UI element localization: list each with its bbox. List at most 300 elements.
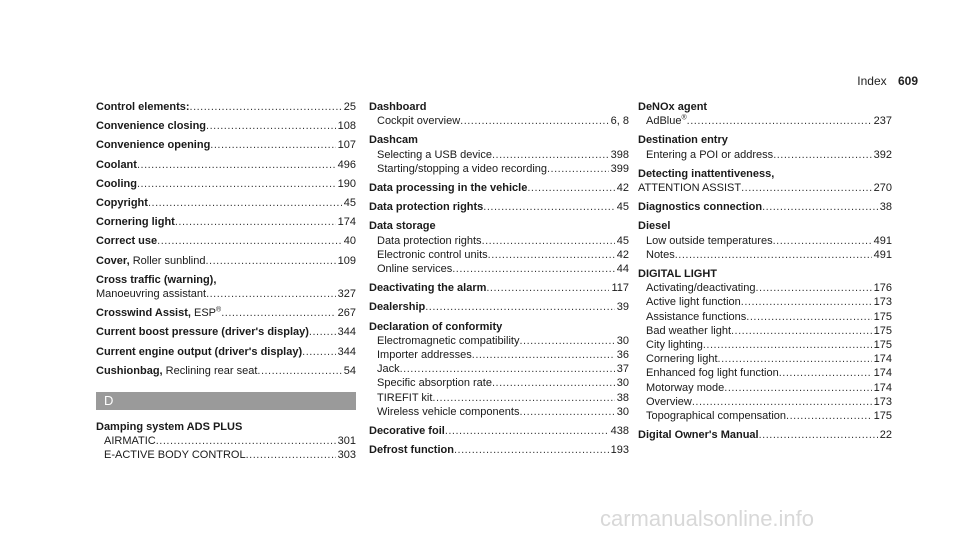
- index-entry-row[interactable]: [96, 364, 356, 378]
- index-label: Index: [857, 74, 887, 88]
- index-entry-row[interactable]: [96, 325, 356, 339]
- index-entry-row[interactable]: [96, 215, 356, 229]
- index-subentry[interactable]: [369, 162, 629, 176]
- entry-heading: Dashboard: [369, 101, 427, 113]
- index-subentry[interactable]: [638, 395, 892, 409]
- page-ref[interactable]: 45: [616, 234, 629, 247]
- entry-heading: Declaration of conformity: [369, 320, 503, 333]
- leader-dots: [137, 158, 336, 172]
- index-entry-row[interactable]: [369, 200, 629, 214]
- page-ref[interactable]: 25: [343, 101, 356, 113]
- index-entry: [638, 133, 892, 161]
- page-ref[interactable]: 45: [343, 197, 356, 210]
- index-subentry[interactable]: [369, 234, 629, 248]
- entry-title: [369, 443, 454, 457]
- subentry-text: Assistance functions: [646, 310, 747, 323]
- page-ref[interactable]: 399: [610, 162, 629, 175]
- entry-title-text: Diagnostics connection: [638, 201, 763, 214]
- leader-dots: [759, 428, 878, 442]
- leader-dots: [425, 300, 615, 314]
- index-entry-row[interactable]: [369, 281, 629, 295]
- leader-dots: [762, 200, 878, 214]
- entry-title-text: Current boost pressure (driver's display): [96, 326, 309, 339]
- subentry-text: Cockpit overview: [377, 115, 461, 128]
- entry-title: [96, 306, 221, 320]
- leader-dots: [302, 345, 336, 359]
- subentry-text: Active light function: [646, 296, 741, 309]
- page-ref[interactable]: 174: [873, 381, 892, 394]
- subentry-label: [646, 352, 718, 366]
- entry-title: [96, 215, 175, 229]
- entry-title-text: Dealership: [369, 301, 426, 314]
- subentry-text: Cornering light: [646, 353, 718, 366]
- subentry-text: Enhanced fog light function: [646, 367, 779, 380]
- index-entry: [638, 200, 892, 214]
- subentry-text: TIREFIT kit: [377, 391, 433, 404]
- index-entry: [369, 219, 629, 276]
- index-entry: [96, 100, 356, 114]
- leader-dots: [724, 381, 871, 395]
- index-subentry[interactable]: [369, 405, 629, 419]
- leader-dots: [519, 405, 614, 419]
- leader-dots: [718, 352, 872, 366]
- leader-dots: [400, 362, 615, 376]
- index-subentry[interactable]: [369, 376, 629, 390]
- index-column-2: [369, 100, 629, 462]
- index-entry: [369, 424, 629, 438]
- entry-title-text: Current engine output (driver's display): [96, 345, 303, 358]
- subentry-text: Activating/deactivating: [646, 282, 756, 295]
- entry-title: [369, 181, 527, 195]
- leader-dots: [221, 306, 335, 320]
- subentry-label: [377, 262, 452, 276]
- index-subentry[interactable]: [638, 310, 892, 324]
- page-ref[interactable]: 491: [873, 248, 892, 261]
- index-subentry[interactable]: [638, 181, 892, 195]
- subentry-text: Jack: [377, 363, 400, 376]
- entry-title: [369, 200, 483, 214]
- leader-dots: [488, 248, 615, 262]
- entry-title-text: Cornering light: [96, 216, 175, 229]
- leader-dots: [703, 338, 872, 352]
- index-entry: [96, 364, 356, 378]
- page-ref[interactable]: 267: [337, 307, 356, 320]
- subentry-label: [646, 409, 786, 423]
- page-ref[interactable]: 54: [343, 364, 356, 377]
- subentry-label: [646, 234, 773, 248]
- entry-title-text: Convenience opening: [96, 139, 211, 152]
- subentry-text: Importer addresses: [377, 349, 472, 362]
- subentry-text: City lighting: [646, 339, 703, 352]
- page-ref[interactable]: 36: [616, 349, 629, 362]
- page-ref[interactable]: 30: [616, 334, 629, 347]
- page-ref[interactable]: 109: [337, 254, 356, 267]
- index-entry: [96, 254, 356, 268]
- index-entry: [369, 100, 629, 128]
- page-ref[interactable]: 40: [343, 235, 356, 248]
- leader-dots: [137, 177, 336, 191]
- index-entry-row[interactable]: [96, 234, 356, 248]
- subentry-text: E-ACTIVE BODY CONTROL: [104, 449, 246, 462]
- index-subentry[interactable]: [638, 248, 892, 262]
- index-entry: [369, 133, 629, 176]
- index-entry: [369, 300, 629, 314]
- leader-dots: [519, 334, 614, 348]
- entry-title-text: Crosswind Assist,: [96, 307, 191, 320]
- leader-dots: [432, 391, 614, 405]
- entry-title: [96, 345, 302, 359]
- page-ref[interactable]: 301: [337, 435, 356, 448]
- page-ref[interactable]: 42: [616, 182, 629, 195]
- leader-dots: [483, 200, 614, 214]
- page-number: 609: [897, 74, 918, 88]
- leader-dots: [675, 248, 872, 262]
- leader-dots: [779, 366, 872, 380]
- index-entry: [96, 177, 356, 191]
- page-ref[interactable]: 175: [873, 339, 892, 352]
- page-ref[interactable]: 39: [616, 301, 629, 314]
- index-entry: [638, 428, 892, 442]
- page-ref[interactable]: 237: [873, 115, 892, 128]
- page-ref[interactable]: 45: [616, 201, 629, 214]
- page-ref[interactable]: 38: [879, 201, 892, 214]
- page-ref[interactable]: 173: [873, 296, 892, 309]
- index-entry: [96, 196, 356, 210]
- leader-dots: [452, 262, 615, 276]
- subentry-text: Motorway mode: [646, 381, 725, 394]
- page-ref[interactable]: 175: [873, 324, 892, 337]
- entry-title: [369, 424, 445, 438]
- leader-dots: [175, 215, 336, 229]
- page-ref[interactable]: 107: [337, 139, 356, 152]
- index-entry: [96, 420, 356, 463]
- index-subentry[interactable]: [638, 409, 892, 423]
- leader-dots: [257, 364, 341, 378]
- leader-dots: [246, 448, 336, 462]
- index-entry: [638, 167, 892, 195]
- entry-heading: Cross traffic (warning),: [96, 273, 217, 286]
- index-entry: [96, 345, 356, 359]
- leader-dots: [460, 114, 609, 128]
- page-ref[interactable]: 6, 8: [610, 115, 629, 128]
- page-ref[interactable]: 30: [616, 377, 629, 390]
- entry-title-text: Manoeuvring assistant: [96, 288, 207, 301]
- subentry-label: [646, 281, 755, 295]
- index-entry-row[interactable]: [96, 345, 356, 359]
- index-entry: [96, 158, 356, 172]
- index-entry-row[interactable]: [96, 100, 356, 114]
- page-ref[interactable]: 392: [873, 148, 892, 161]
- page-ref[interactable]: 327: [337, 288, 356, 301]
- index-subentry[interactable]: [638, 366, 892, 380]
- entry-title: [638, 200, 762, 214]
- entry-title: [96, 119, 206, 133]
- page-ref[interactable]: 175: [873, 410, 892, 423]
- subentry-label: [646, 310, 746, 324]
- page-ref[interactable]: 303: [337, 449, 356, 462]
- entry-title-text: Defrost function: [369, 444, 454, 457]
- entry-title-text: Decorative foil: [369, 425, 445, 438]
- leader-dots: [731, 324, 872, 338]
- index-subentry[interactable]: [369, 334, 629, 348]
- leader-dots: [492, 148, 609, 162]
- subentry-label: [377, 114, 460, 128]
- index-subentry[interactable]: [369, 262, 629, 276]
- subentry-text: Topographical compensation: [646, 410, 787, 423]
- entry-heading: Damping system ADS PLUS: [96, 421, 243, 434]
- subentry-text: ATTENTION ASSIST: [638, 182, 742, 195]
- entry-title-text: Cover,: [96, 254, 130, 267]
- leader-dots: [741, 181, 872, 195]
- page-header: [857, 74, 918, 88]
- page-ref[interactable]: 173: [873, 395, 892, 408]
- index-subentry[interactable]: [638, 352, 892, 366]
- subentry-text: Low outside temperatures: [646, 234, 773, 247]
- leader-dots: [773, 148, 871, 162]
- subentry-text: Starting/stopping a video recording: [377, 162, 547, 175]
- index-subentry[interactable]: [638, 281, 892, 295]
- index-subentry[interactable]: [638, 295, 892, 309]
- page-ref[interactable]: 44: [616, 263, 629, 276]
- page-ref[interactable]: 176: [873, 282, 892, 295]
- subentry-label: [638, 181, 741, 195]
- subentry-text: Data protection rights: [377, 234, 482, 247]
- entry-title: [96, 364, 257, 378]
- leader-dots: [454, 443, 609, 457]
- entry-heading: DeNOx agent: [638, 101, 708, 113]
- entry-title-text: Coolant: [96, 158, 137, 171]
- subentry-label: [646, 395, 692, 409]
- index-entry-row[interactable]: [638, 200, 892, 214]
- subentry-text: Specific absorption rate: [377, 377, 492, 390]
- index-entry: [96, 215, 356, 229]
- page-ref[interactable]: 496: [337, 158, 356, 171]
- index-subentry[interactable]: [369, 114, 629, 128]
- page-ref[interactable]: 174: [337, 216, 356, 229]
- leader-dots: [206, 119, 336, 133]
- subentry-text: Overview: [646, 395, 692, 408]
- entry-heading: Destination entry: [638, 134, 728, 147]
- subentry-text: Selecting a USB device: [377, 148, 492, 161]
- index-subentry[interactable]: [638, 381, 892, 395]
- leader-dots: [486, 281, 609, 295]
- index-entry: [96, 325, 356, 339]
- subentry-label: [646, 381, 724, 395]
- index-entry: [369, 181, 629, 195]
- page-ref[interactable]: 108: [337, 120, 356, 133]
- entry-title: [96, 100, 190, 114]
- index-column-3: [638, 100, 892, 447]
- entry-title-text: Deactivating the alarm: [369, 282, 487, 295]
- entry-title: [369, 300, 425, 314]
- entry-qualifier: Roller sunblind: [129, 254, 206, 267]
- index-entry: [96, 119, 356, 133]
- leader-dots: [482, 234, 615, 248]
- subentry-label: [377, 376, 492, 390]
- entry-title-text: Control elements:: [96, 101, 190, 113]
- index-subentry[interactable]: [96, 448, 356, 462]
- entry-title-text: Copyright: [96, 197, 148, 210]
- index-entry-row[interactable]: [369, 424, 629, 438]
- subentry-label: [377, 348, 472, 362]
- index-column-1: [96, 100, 356, 468]
- subentry-label: [377, 405, 519, 419]
- page-ref[interactable]: 30: [616, 405, 629, 418]
- subentry-text: Wireless vehicle components: [377, 405, 520, 418]
- registered-mark: ®: [216, 306, 222, 314]
- entry-title: [96, 287, 206, 301]
- index-entry: [96, 273, 356, 301]
- entry-qualifier: Reclining rear seat: [162, 364, 258, 377]
- subentry-text: Entering a POI or address: [646, 148, 774, 161]
- leader-dots: [157, 234, 342, 248]
- entry-title-text: Correct use: [96, 235, 158, 248]
- page-ref[interactable]: 175: [873, 310, 892, 323]
- subentry-label: [646, 148, 773, 162]
- entry-title: [638, 428, 759, 442]
- subentry-label: [377, 248, 488, 262]
- page-ref[interactable]: 22: [879, 429, 892, 442]
- index-entry-row[interactable]: [96, 306, 356, 320]
- index-entry-row[interactable]: [96, 138, 356, 152]
- subentry-text: Electronic control units: [377, 248, 488, 261]
- leader-dots: [547, 162, 609, 176]
- index-subentry[interactable]: [369, 148, 629, 162]
- page-ref[interactable]: 398: [610, 148, 629, 161]
- index-entry: [96, 234, 356, 248]
- leader-dots: [206, 287, 336, 301]
- index-subentry[interactable]: [369, 362, 629, 376]
- section-letter-d: D: [96, 392, 356, 410]
- entry-heading: Diesel: [638, 220, 671, 233]
- subentry-text: Notes: [646, 248, 675, 261]
- watermark: carmanualsonline.info: [600, 506, 815, 531]
- index-entry: [96, 306, 356, 320]
- subentry-text: Online services: [377, 263, 453, 276]
- leader-dots: [527, 181, 614, 195]
- page-ref[interactable]: 344: [337, 326, 356, 339]
- index-subentry[interactable]: [638, 324, 892, 338]
- index-entry-row[interactable]: [96, 177, 356, 191]
- page-ref[interactable]: 37: [616, 363, 629, 376]
- entry-title-text: Cooling: [96, 177, 137, 190]
- index-entry-row[interactable]: [96, 287, 356, 301]
- index-entry: [369, 200, 629, 214]
- leader-dots: [746, 310, 871, 324]
- index-entry-row[interactable]: [369, 443, 629, 457]
- leader-dots: [156, 434, 336, 448]
- index-subentry[interactable]: [638, 338, 892, 352]
- subentry-text: Bad weather light: [646, 324, 731, 337]
- entry-heading: DIGITAL LIGHT: [638, 268, 718, 281]
- index-entry-row[interactable]: [638, 428, 892, 442]
- subentry-text: AdBlue: [646, 115, 682, 128]
- subentry-label: [646, 366, 779, 380]
- index-subentry[interactable]: [96, 434, 356, 448]
- index-subentry[interactable]: [638, 234, 892, 248]
- index-entry-row[interactable]: [369, 181, 629, 195]
- entry-title-text: Digital Owner's Manual: [638, 429, 759, 442]
- registered-mark: ®: [681, 114, 687, 122]
- subentry-label: [377, 391, 432, 405]
- subentry-label: [646, 248, 675, 262]
- index-entry: [369, 281, 629, 295]
- leader-dots: [210, 138, 335, 152]
- subentry-label: [104, 434, 156, 448]
- leader-dots: [148, 196, 342, 210]
- index-entry-row[interactable]: [96, 254, 356, 268]
- index-entry: [369, 320, 629, 419]
- page-ref[interactable]: 270: [873, 182, 892, 195]
- entry-title: [96, 234, 157, 248]
- leader-dots: [773, 234, 872, 248]
- page-ref[interactable]: 193: [610, 444, 629, 457]
- subentry-label: [646, 114, 687, 128]
- index-entry-row[interactable]: [96, 196, 356, 210]
- index-subentry[interactable]: [369, 391, 629, 405]
- subentry-label: [646, 295, 741, 309]
- index-entry: [369, 443, 629, 457]
- leader-dots: [687, 114, 872, 128]
- page-ref[interactable]: 38: [616, 391, 629, 404]
- leader-dots: [445, 424, 609, 438]
- leader-dots: [492, 376, 615, 390]
- index-entry: [96, 138, 356, 152]
- subentry-label: [646, 338, 703, 352]
- page-ref[interactable]: 174: [873, 353, 892, 366]
- index-subentry[interactable]: [369, 348, 629, 362]
- entry-title: [96, 196, 148, 210]
- index-subentry[interactable]: [638, 148, 892, 162]
- subentry-label: [377, 162, 547, 176]
- index-entry: [638, 219, 892, 262]
- entry-title-text: Data processing in the vehicle: [369, 182, 528, 195]
- entry-heading: Dashcam: [369, 134, 418, 147]
- leader-dots: [472, 348, 615, 362]
- entry-qualifier: ESP: [190, 307, 217, 320]
- entry-title: [96, 158, 137, 172]
- entry-title: [369, 281, 486, 295]
- page-ref[interactable]: 491: [873, 234, 892, 247]
- leader-dots: [741, 295, 872, 309]
- entry-title: [96, 325, 309, 339]
- page-ref[interactable]: 438: [610, 425, 629, 438]
- index-entry-row[interactable]: [96, 119, 356, 133]
- entry-title: [96, 138, 210, 152]
- entry-title-text: Convenience closing: [96, 120, 207, 133]
- subentry-text: AIRMATIC: [104, 435, 156, 448]
- entry-title: [96, 177, 137, 191]
- subentry-label: [377, 148, 492, 162]
- index-entry: [638, 267, 892, 423]
- leader-dots: [786, 409, 872, 423]
- index-subentry[interactable]: [369, 248, 629, 262]
- index-entry-row[interactable]: [96, 158, 356, 172]
- index-entry: [638, 100, 892, 128]
- page-ref[interactable]: 344: [337, 345, 356, 358]
- entry-heading: Data storage: [369, 220, 436, 233]
- leader-dots: [205, 254, 335, 268]
- leader-dots: [190, 100, 342, 114]
- page-ref[interactable]: 174: [873, 367, 892, 380]
- entry-title: [96, 254, 205, 268]
- entry-title-text: Data protection rights: [369, 201, 484, 214]
- page-ref[interactable]: 190: [337, 177, 356, 190]
- page-ref[interactable]: 42: [616, 248, 629, 261]
- index-subentry[interactable]: [638, 114, 892, 128]
- page-ref[interactable]: 117: [611, 282, 629, 295]
- index-entry-row[interactable]: [369, 300, 629, 314]
